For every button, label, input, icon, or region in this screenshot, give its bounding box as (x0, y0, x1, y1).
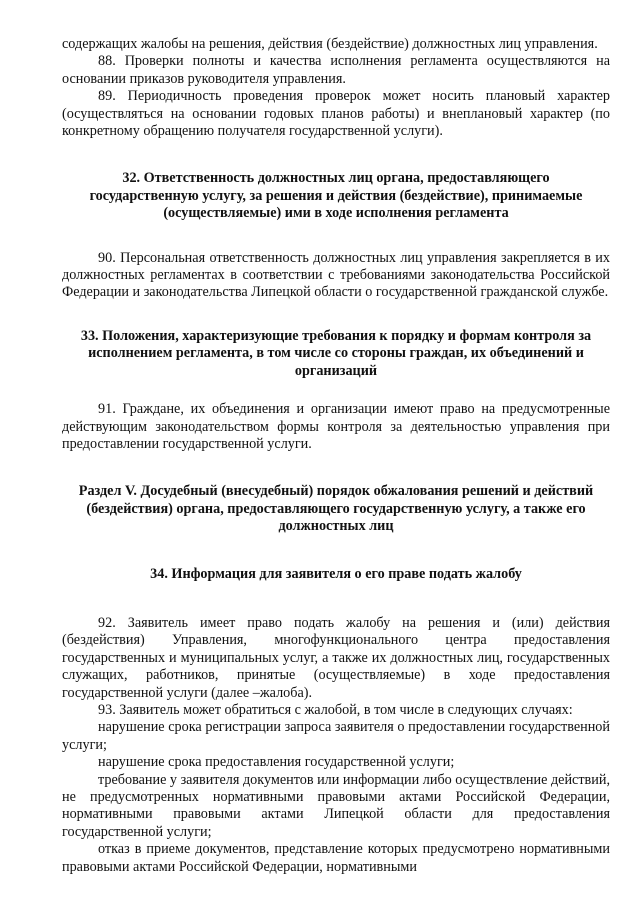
paragraph-93: 93. Заявитель может обратиться с жалобой, в том числе в следующих случаях: (98, 701, 573, 718)
case-item-4: отказ в приеме документов, представление которых предусмотрено нормативными правовыми актами Российской Федерации, нормативными (62, 841, 610, 875)
paragraph-88: 88. Проверки полноты и качества исполнения регламента осуществляются на основании приказов руководителя управления. (62, 53, 610, 87)
heading-section-v: Раздел V. Досудебный (внесудебный) порядок обжалования решений и действий (бездействия) органа, предоставляющего государственную услугу, а также его должностных лиц (78, 483, 594, 535)
case-item-3: требование у заявителя документов или информации либо осуществление действий, не предусмотренных нормативными правовыми актами Российской Федерации, нормативными правовыми актами Липецкой области для предоставления государственной услуги; (62, 771, 610, 840)
heading-section-32: 32. Ответственность должностных лиц органа, предоставляющего государственную услугу, за решения и действия (бездействие), принимаемые (осуществляемые) ими в ходе исполнения регламента (89, 170, 583, 222)
heading-section-34: 34. Информация для заявителя о его праве подать жалобу (150, 565, 522, 582)
case-item-2: нарушение срока предоставления государственной услуги; (98, 754, 455, 771)
paragraph-intro: содержащих жалобы на решения, действия (бездействие) должностных лиц управления. (62, 36, 598, 52)
document-page (62, 36, 610, 876)
paragraph-90: 90. Персональная ответственность должностных лиц управления закрепляется в их должностных регламентах в соответствии с требованиями законодательства Российской Федерации и законодательства Липецкой области о государственной гражданской службе. (62, 249, 610, 301)
paragraph-89: 89. Периодичность проведения проверок может носить плановый характер (осуществляться на основании годовых планов работы) и внеплановый характер (по конкретному обращению получателя государственной услуги). (62, 88, 610, 140)
heading-section-33: 33. Положения, характеризующие требования к порядку и формам контроля за исполнением регламента, в том числе со стороны граждан, их объединений и организаций (80, 327, 592, 379)
paragraph-91: 91. Граждане, их объединения и организации имеют право на предусмотренные действующим законодательством формы контроля за деятельностью управления при предоставлении государственной услуги. (62, 401, 610, 452)
paragraph-92: 92. Заявитель имеет право подать жалобу на решения и (или) действия (бездействия) Управления, многофункционального центра предоставления государственных и муниципальных услуг, а также их должностных лиц, государственных служащих, работников, принятые (осуществляемые) в ходе предоставления государственной услуги (далее –жалоба). (62, 614, 610, 701)
case-item-1: нарушение срока регистрации запроса заявителя о предоставлении государственной услуги; (62, 719, 610, 753)
